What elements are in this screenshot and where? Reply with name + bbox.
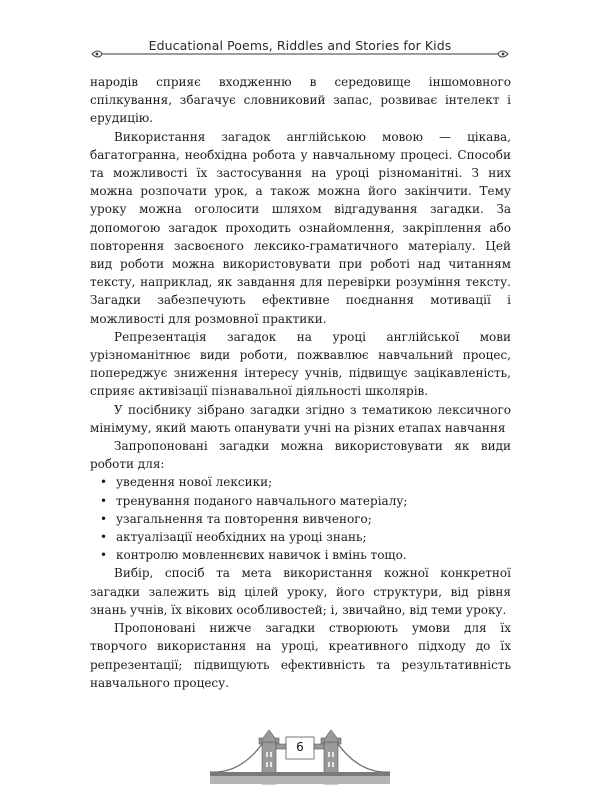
list-item: • узагальнення та повторення вивченого; [90,510,511,528]
paragraph-5: Запропоновані загадки можна використовувати як види роботи для: [90,439,511,472]
running-header: Educational Poems, Riddles and Stories for Kids [148,38,452,53]
bullet-icon: • [100,548,108,563]
list-item: • актуалізації необхідних на уроці знань; [90,528,511,546]
bullet-list [90,473,511,564]
page-body [90,73,511,692]
list-item: • контролю мовленнєвих навичок і вмінь тощо. [90,546,511,564]
paragraph-7: Пропоновані нижче загадки створюють умови для їх творчого використання на уроці, креативного підходу до їх репрезентації; підвищують ефективність та результативність навчального процесу. [90,621,511,690]
list-item: • тренування поданого навчального матеріалу; [90,492,511,510]
page-number: 6 [296,740,304,754]
paragraph-6: Вибір, спосіб та мета використання кожної конкретної загадки залежить від цілей уроку, його структури, від рівня знань учнів, їх вікових особливостей; і, звичайно, від теми уроку. [90,566,511,617]
bullet-icon: • [100,475,108,490]
paragraph-2: Використання загадок англійською мовою — цікава, багатогранна, необхідна робота у навчальному процесі. Способи та можливості їх застосування на уроці різноманітні. З них можна розпочати урок, а також можна його закінчити. Тему уроку можна оголосити шляхом відгадування загадки. За допомогою загадок проходить ознайомлення, закріплення або повторення засвоєного лексико-граматичного матеріалу. Цей вид роботи можна використовувати при роботі над читанням тексту, наприклад, як завдання для перевірки розуміння тексту. Загадки забезпечують ефективне поєднання мотивації і можливості для розмовної практики. [90,129,511,326]
paragraph-3: Репрезентація загадок на уроці англійської мови урізноманітнює види роботи, пожвавлює навчальний процес, попереджує зниження інтересу учнів, підвищує зацікавленість, сприяє активізації пізнавальної діяльності школярів. [90,329,511,399]
list-item: • уведення нової лексики; [90,473,511,491]
paragraph-4: У посібнику зібрано загадки згідно з тематикою лексичного мінімуму, який мають опанувати учні на різних етапах навчання [90,402,511,435]
header-ornament-rule [88,49,512,59]
bullet-icon: • [100,511,108,526]
paragraph-1: народів сприяє входженню в середовище іншомовного спілкування, збагачує словниковий запас, розвиває інтелект і ерудицію. [90,75,511,126]
bullet-icon: • [100,530,108,545]
bullet-icon: • [100,493,108,508]
